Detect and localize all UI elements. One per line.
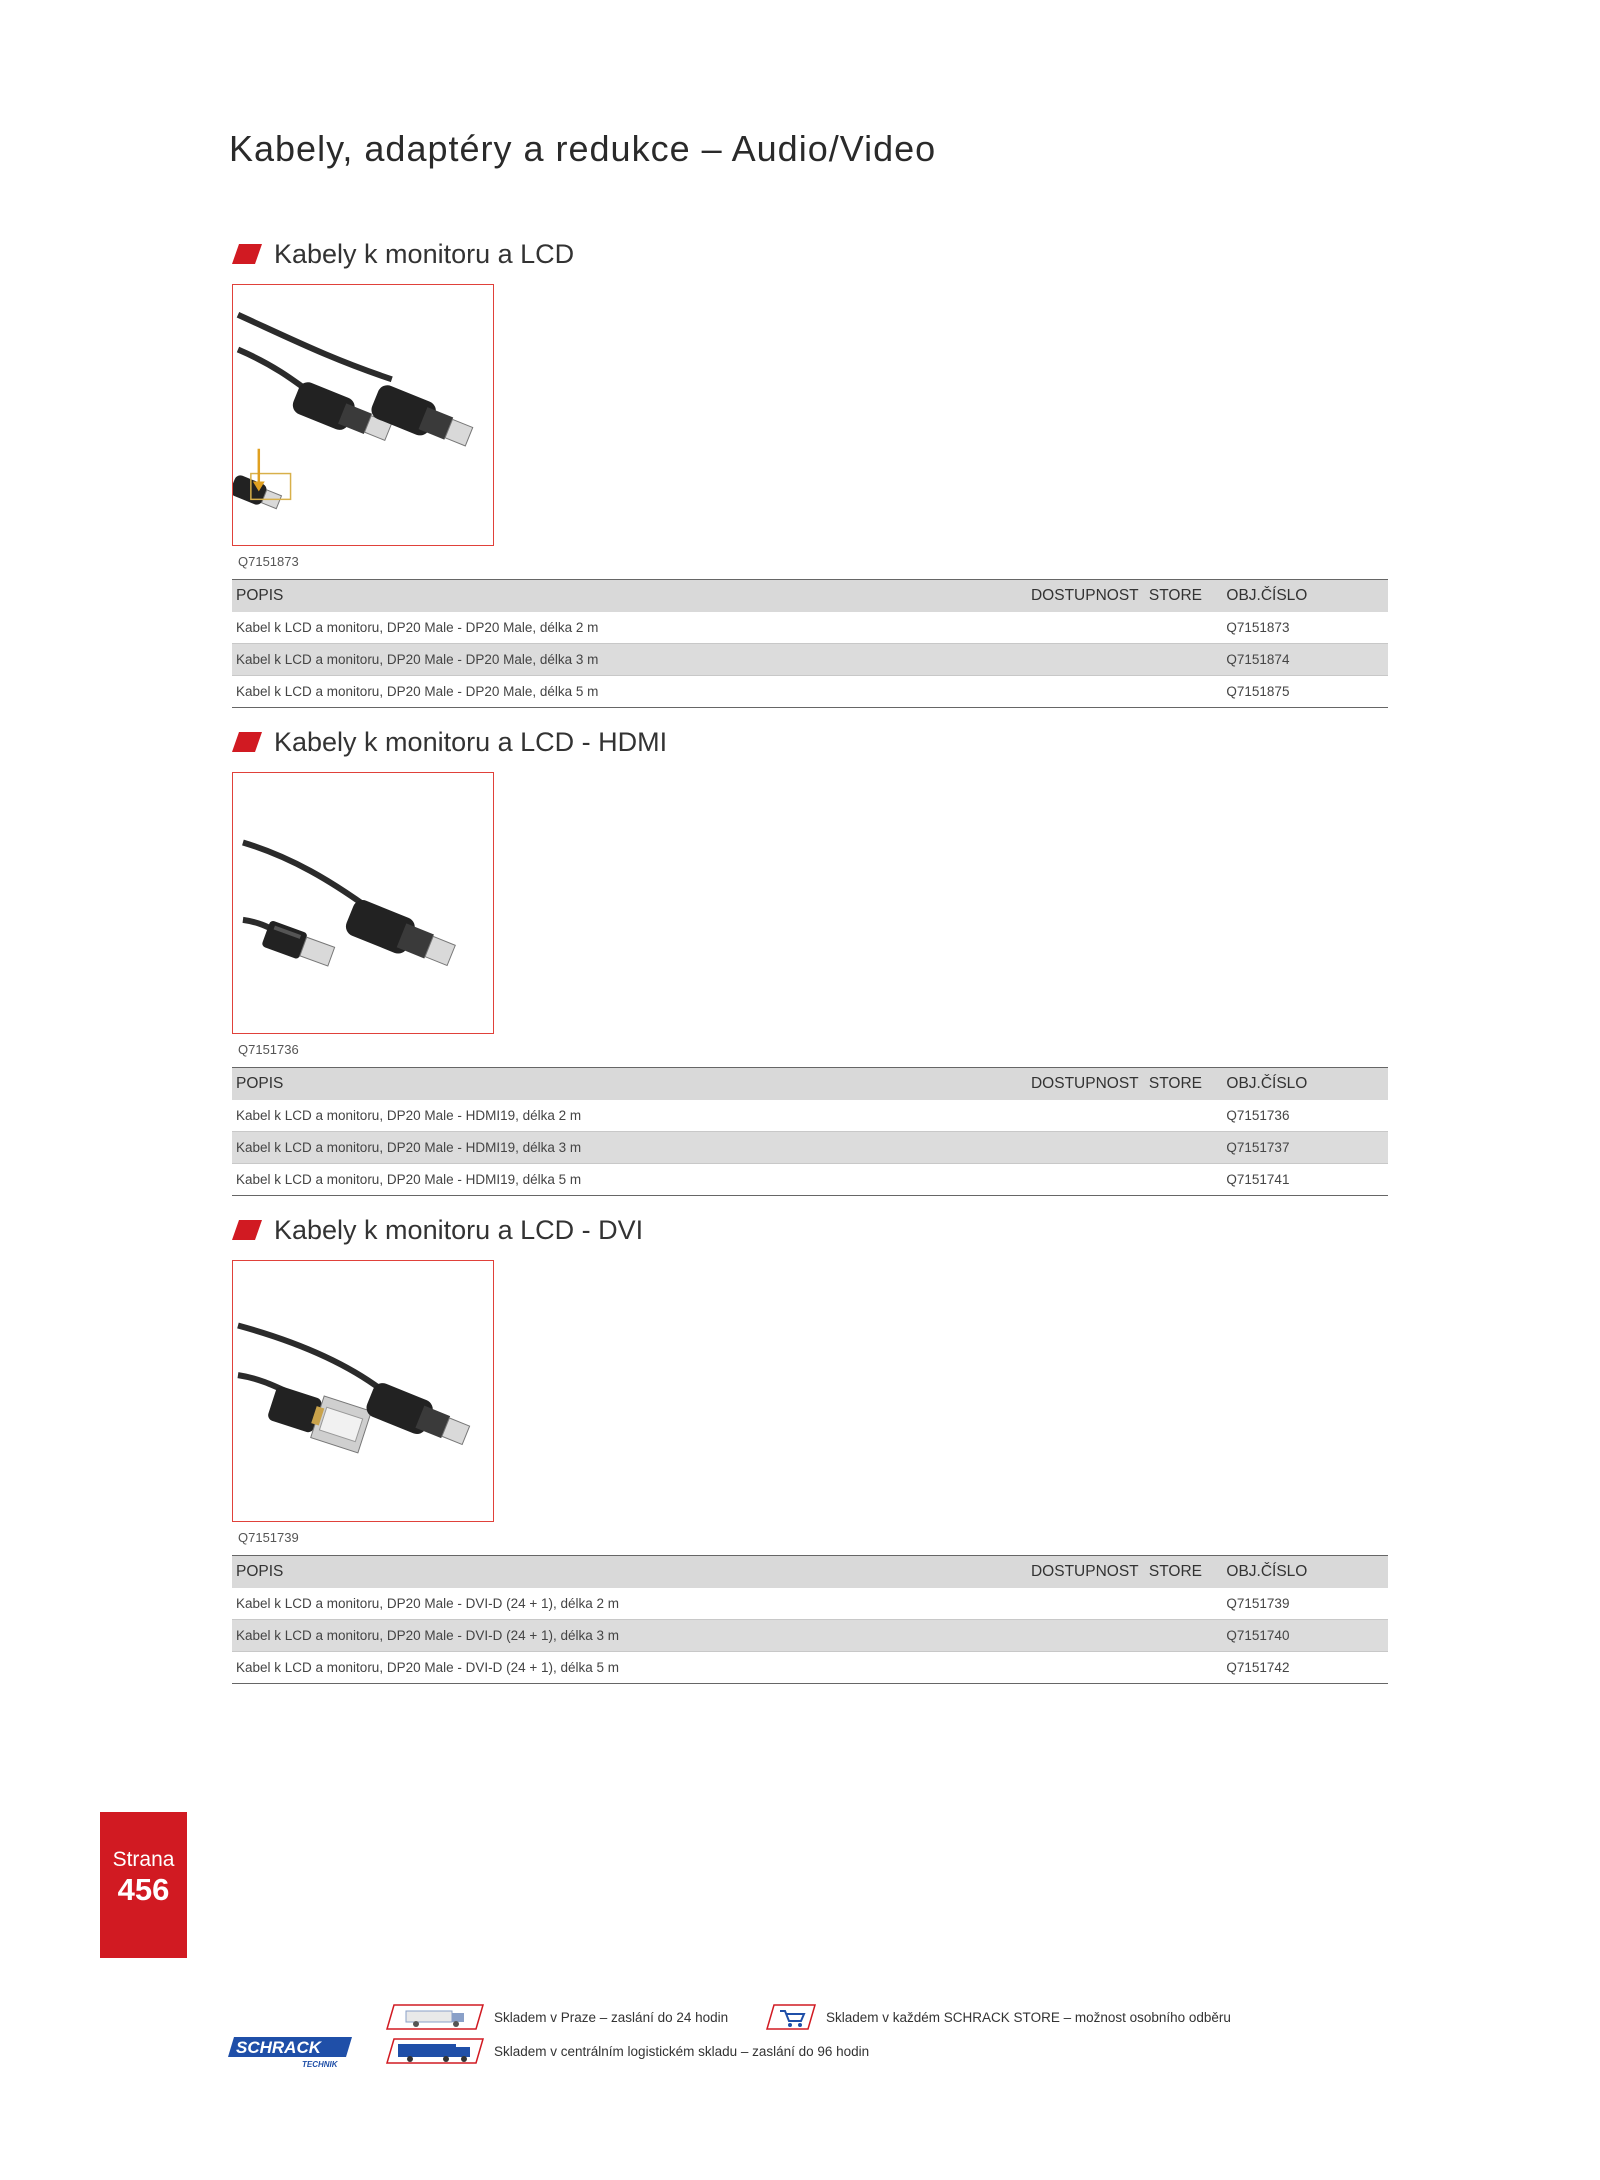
row-description: Kabel k LCD a monitoru, DP20 Male - DP20 Male, délka 3 m: [232, 643, 1027, 675]
page-label: Strana: [112, 1848, 175, 1871]
truck-icon: [386, 2038, 484, 2064]
row-code: Q7151739: [1222, 1588, 1388, 1620]
table-row[interactable]: [232, 1619, 1388, 1651]
red-bullet-icon: [232, 244, 262, 264]
row-availability: [1027, 612, 1145, 644]
column-header-store: STORE: [1148, 586, 1203, 604]
section-heading: [232, 724, 667, 760]
legend-prague: [386, 2004, 728, 2030]
row-store: [1145, 1619, 1222, 1651]
row-description: Kabel k LCD a monitoru, DP20 Male - DP20 Male, délka 5 m: [232, 675, 1027, 707]
row-store: [1145, 1588, 1222, 1620]
row-availability: [1027, 1619, 1145, 1651]
product-image-code: Q7151739: [238, 1530, 299, 1545]
row-description: Kabel k LCD a monitoru, DP20 Male - DVI-D (24 + 1), délka 3 m: [232, 1619, 1027, 1651]
product-image-dp-cable[interactable]: [232, 284, 494, 546]
table-row[interactable]: [232, 1588, 1388, 1620]
row-store: [1145, 612, 1222, 644]
column-header-order-no: OBJ.ČÍSLO: [1226, 1562, 1308, 1580]
red-bullet-icon: [232, 1220, 262, 1240]
dvi-cable-illustration: [233, 1261, 493, 1521]
row-availability: [1027, 643, 1145, 675]
column-header-description: POPIS: [236, 586, 284, 604]
row-code: Q7151736: [1222, 1100, 1388, 1132]
product-image-hdmi-cable[interactable]: [232, 772, 494, 1034]
product-image-dvi-cable[interactable]: [232, 1260, 494, 1522]
row-store: [1145, 1100, 1222, 1132]
row-availability: [1027, 1588, 1145, 1620]
schrack-logo-mark: [228, 2035, 356, 2069]
column-header-availability: DOSTUPNOST: [1030, 1074, 1139, 1092]
legend-central: [386, 2038, 869, 2064]
row-description: Kabel k LCD a monitoru, DP20 Male - HDMI19, délka 5 m: [232, 1163, 1027, 1195]
row-store: [1145, 1651, 1222, 1683]
product-table: [232, 579, 1388, 708]
logo-subtext: TECHNIK: [302, 2060, 338, 2069]
table-row[interactable]: [232, 612, 1388, 644]
section-title: Kabely k monitoru a LCD - DVI: [274, 1214, 644, 1245]
logo-text: SCHRACK: [236, 2038, 321, 2057]
row-code: Q7151873: [1222, 612, 1388, 644]
row-code: Q7151874: [1222, 643, 1388, 675]
hdmi-cable-illustration: [233, 773, 493, 1033]
legend-store-text: Skladem v každém SCHRACK STORE – možnost osobního odběru: [826, 2009, 1231, 2025]
column-header-order-no: OBJ.ČÍSLO: [1226, 586, 1308, 604]
legend-prague-text: Skladem v Praze – zaslání do 24 hodin: [494, 2009, 729, 2025]
section-heading: [232, 236, 574, 272]
column-header-store: STORE: [1148, 1074, 1203, 1092]
row-code: Q7151742: [1222, 1651, 1388, 1683]
row-description: Kabel k LCD a monitoru, DP20 Male - DP20 Male, délka 2 m: [232, 612, 1027, 644]
product-image-code: Q7151736: [238, 1042, 299, 1057]
column-header-availability: DOSTUPNOST: [1030, 1562, 1139, 1580]
table-row[interactable]: [232, 675, 1388, 707]
page-number-tab: [100, 1812, 187, 1958]
van-icon: [386, 2004, 484, 2030]
row-availability: [1027, 1163, 1145, 1195]
row-description: Kabel k LCD a monitoru, DP20 Male - DVI-D (24 + 1), délka 5 m: [232, 1651, 1027, 1683]
table-row[interactable]: [232, 1651, 1388, 1683]
column-header-description: POPIS: [236, 1074, 284, 1092]
row-store: [1145, 643, 1222, 675]
legend-central-text: Skladem v centrálním logistickém skladu – zaslání do 96 hodin: [494, 2043, 870, 2059]
row-availability: [1027, 675, 1145, 707]
section-dp-dvi: [232, 1212, 1388, 1692]
row-code: Q7151741: [1222, 1163, 1388, 1195]
column-header-availability: DOSTUPNOST: [1030, 586, 1139, 604]
product-image-code: Q7151873: [238, 554, 299, 569]
product-table: [232, 1067, 1388, 1196]
table-header-row: [232, 1556, 1388, 1588]
section-dp-dp: [232, 236, 1388, 716]
section-title: Kabely k monitoru a LCD - HDMI: [274, 726, 668, 757]
section-title: Kabely k monitoru a LCD: [274, 238, 575, 269]
table-row[interactable]: [232, 1131, 1388, 1163]
schrack-logo: [228, 2035, 356, 2074]
row-store: [1145, 1163, 1222, 1195]
red-bullet-icon: [232, 732, 262, 752]
row-description: Kabel k LCD a monitoru, DP20 Male - DVI-D (24 + 1), délka 2 m: [232, 1588, 1027, 1620]
page-title: Kabely, adaptéry a redukce – Audio/Video: [229, 128, 937, 169]
cart-icon: [766, 2004, 816, 2030]
row-code: Q7151875: [1222, 675, 1388, 707]
row-code: Q7151740: [1222, 1619, 1388, 1651]
section-heading: [232, 1212, 643, 1248]
table-row[interactable]: [232, 1100, 1388, 1132]
table-row[interactable]: [232, 643, 1388, 675]
row-availability: [1027, 1131, 1145, 1163]
product-table: [232, 1555, 1388, 1684]
column-header-order-no: OBJ.ČÍSLO: [1226, 1074, 1308, 1092]
column-header-store: STORE: [1148, 1562, 1203, 1580]
row-code: Q7151737: [1222, 1131, 1388, 1163]
table-header-row: [232, 580, 1388, 612]
table-row[interactable]: [232, 1163, 1388, 1195]
row-description: Kabel k LCD a monitoru, DP20 Male - HDMI19, délka 3 m: [232, 1131, 1027, 1163]
section-dp-hdmi: [232, 724, 1388, 1204]
displayport-cable-illustration: [233, 285, 493, 545]
table-header-row: [232, 1068, 1388, 1100]
row-store: [1145, 1131, 1222, 1163]
row-availability: [1027, 1100, 1145, 1132]
page-number: 456: [117, 1872, 170, 1907]
row-availability: [1027, 1651, 1145, 1683]
row-description: Kabel k LCD a monitoru, DP20 Male - HDMI19, délka 2 m: [232, 1100, 1027, 1132]
row-store: [1145, 675, 1222, 707]
legend-store: [766, 2004, 1231, 2030]
column-header-description: POPIS: [236, 1562, 284, 1580]
